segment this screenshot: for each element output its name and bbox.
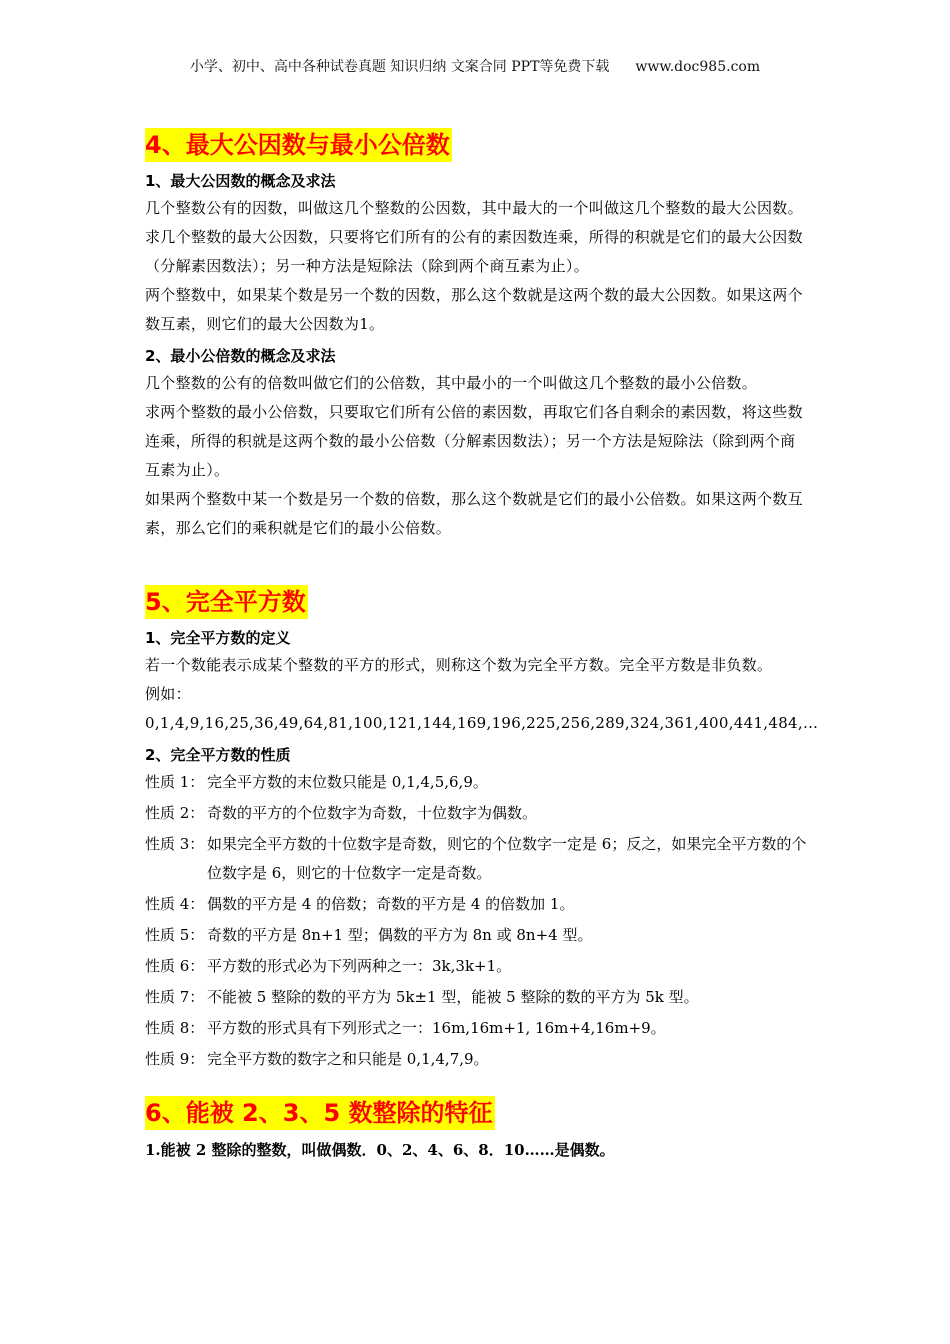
example-line: 例如：0,1,4,9,16,25,36,49,64,81,100,121,144,169,196,225,256,289,324,361,400,441,484,… [145,685,819,732]
property-item [145,890,810,919]
subsection-heading: 1、完全平方数的定义 [145,629,291,647]
property-text: 偶数的平方是 4 的倍数；奇数的平方是 4 的倍数加 1。 [207,895,575,913]
section-title: 4、最大公因数与最小公倍数 [145,128,452,162]
property-item [145,1014,810,1043]
document-body [145,128,819,1162]
header-url[interactable]: www.doc985.com [635,59,761,75]
paragraph: 求两个整数的最小公倍数，只要取它们所有公倍的素因数，再取它们各自剩余的素因数，将这些数连乘，所得的积就是这两个数的最小公倍数（分解素因数法）；另一个方法是短除法（除到两个商互素为止）。 [145,403,803,479]
property-item [145,983,810,1012]
property-item [145,952,810,981]
property-label: 性质 2： [145,804,205,822]
property-label: 性质 8： [145,1019,205,1037]
property-text: 奇数的平方的个位数字为奇数，十位数字为偶数。 [207,804,538,822]
paragraph: 如果两个整数中某一个数是另一个数的倍数，那么这个数就是它们的最小公倍数。如果这两个数互素，那么它们的乘积就是它们的最小公倍数。 [145,490,803,537]
property-item [145,921,810,950]
section-perfect-squares [145,585,819,1074]
property-label: 性质 4： [145,895,205,913]
property-item [145,768,810,797]
property-label: 性质 5： [145,926,205,944]
property-item [145,830,810,888]
paragraph: 几个整数的公有的倍数叫做它们的公倍数，其中最小的一个叫做这几个整数的最小公倍数。 [145,374,758,392]
divisibility-rule: 1.能被 2 整除的整数，叫做偶数．0、2、4、6、8．10……是偶数。 [145,1141,615,1159]
subsection-heading: 1、最大公因数的概念及求法 [145,172,336,190]
property-text: 如果完全平方数的十位数字是奇数，则它的个位数字一定是 6；反之，如果完全平方数的个位数字是 6，则它的十位数字一定是奇数。 [207,835,807,882]
section-gcd-lcm [145,128,810,543]
property-text: 完全平方数的末位数只能是 0,1,4,5,6,9。 [207,773,488,791]
property-text: 完全平方数的数字之和只能是 0,1,4,7,9。 [207,1050,489,1068]
section-title: 6、能被 2、3、5 数整除的特征 [145,1096,495,1130]
property-text: 平方数的形式必为下列两种之一：3k,3k+1。 [207,957,512,975]
page-header [0,57,950,77]
paragraph: 两个整数中，如果某个数是另一个数的因数，那么这个数就是这两个数的最大公因数。如果这两个数互素，则它们的最大公因数为1。 [145,286,803,333]
subsection-heading: 2、完全平方数的性质 [145,746,291,764]
property-label: 性质 9： [145,1050,205,1068]
property-label: 性质 6： [145,957,205,975]
property-label: 性质 1： [145,773,205,791]
section-title: 5、完全平方数 [145,585,308,619]
property-text: 奇数的平方是 8n+1 型；偶数的平方为 8n 或 8n+4 型。 [207,926,593,944]
property-text: 不能被 5 整除的数的平方为 5k±1 型，能被 5 整除的数的平方为 5k 型。 [207,988,699,1006]
property-label: 性质 3： [145,835,205,853]
property-text: 平方数的形式具有下列形式之一：16m,16m+1, 16m+4,16m+9。 [207,1019,666,1037]
property-item [145,799,810,828]
section-divisibility [145,1096,810,1162]
property-item [145,1045,810,1074]
header-text: 小学、初中、高中各种试卷真题 知识归纳 文案合同 PPT等免费下载 [189,59,610,75]
paragraph: 求几个整数的最大公因数，只要将它们所有的公有的素因数连乘，所得的积就是它们的最大公因数（分解素因数法）；另一种方法是短除法（除到两个商互素为止）。 [145,228,803,275]
paragraph: 若一个数能表示成某个整数的平方的形式，则称这个数为完全平方数。完全平方数是非负数。 [145,656,773,674]
subsection-heading: 2、最小公倍数的概念及求法 [145,347,336,365]
paragraph: 几个整数公有的因数，叫做这几个整数的公因数，其中最大的一个叫做这几个整数的最大公因数。 [145,199,803,217]
property-label: 性质 7： [145,988,205,1006]
